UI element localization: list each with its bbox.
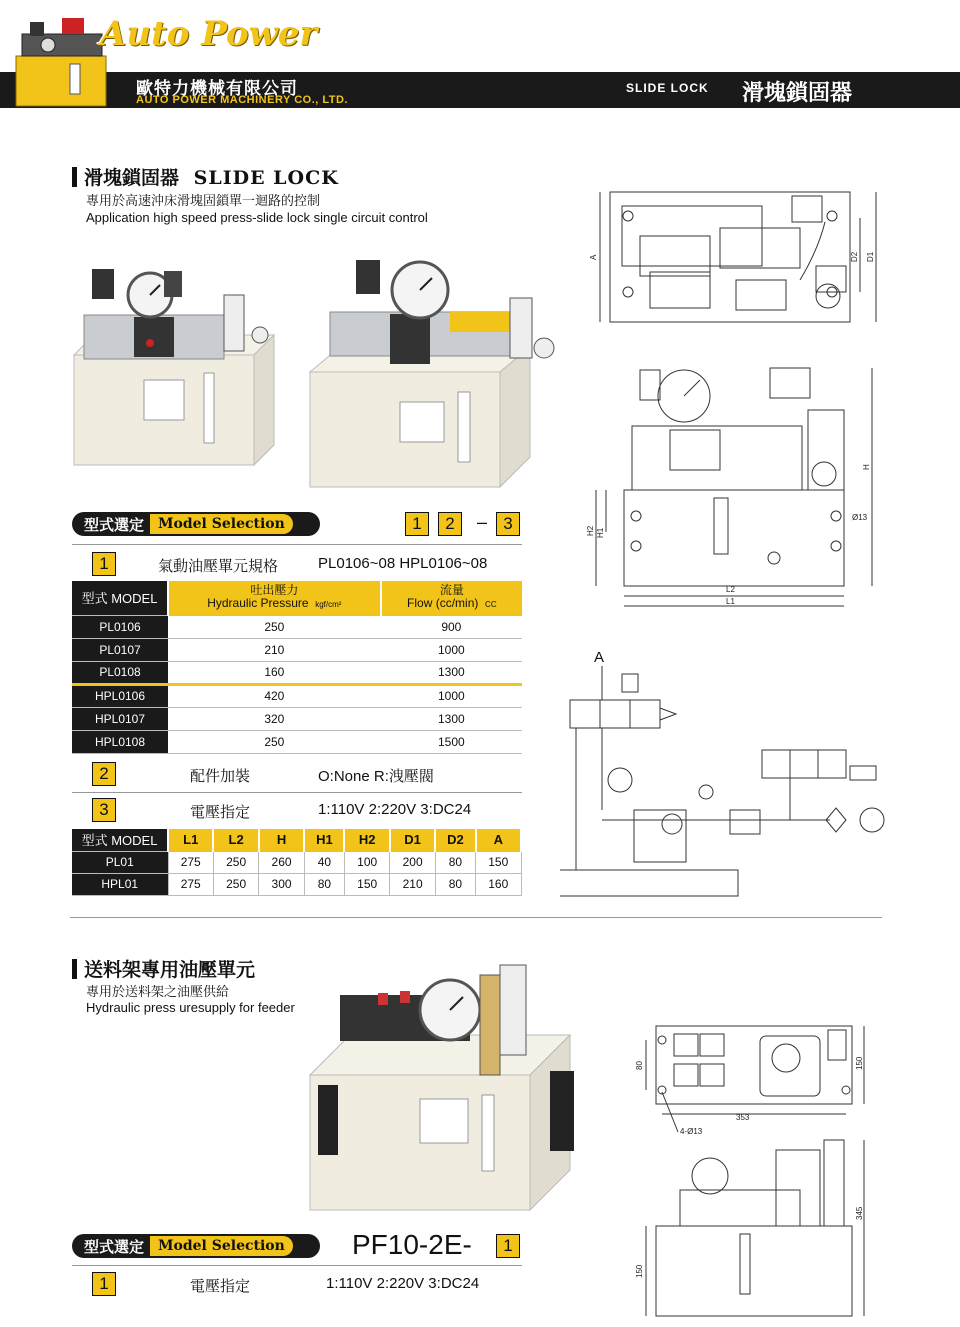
table-row [72, 615, 522, 638]
option-1-label-feeder: 電壓指定 [190, 1278, 251, 1295]
option-1-number: 1 [92, 552, 116, 576]
dim-l2-label: L2 [726, 585, 735, 594]
dim-header-h2: H2 [344, 829, 389, 851]
dim-150-label: 150 [855, 1056, 864, 1070]
dim-cell: 80 [435, 851, 475, 873]
option-1-label: 氣動油壓單元規格 [158, 558, 279, 575]
dim-cell: 80 [435, 873, 475, 895]
dim-header-h1: H1 [304, 829, 344, 851]
model-selection-heading-2 [72, 1234, 320, 1258]
dim-header-d1: D1 [390, 829, 435, 851]
dim-cell: 250 [213, 873, 258, 895]
dim-a-label: A [589, 254, 598, 260]
schematic-port-a-label: A [594, 649, 605, 666]
dim-header-model: 型式 MODEL [72, 829, 168, 851]
dim-holes-label: 4-Ø13 [680, 1127, 703, 1136]
table-row [72, 873, 521, 895]
dim-cell: 80 [304, 873, 344, 895]
divider-line [72, 544, 522, 545]
option-1-number-feeder: 1 [92, 1272, 116, 1296]
table-row [72, 707, 522, 730]
section-marker [72, 167, 77, 187]
model-cell: HPL0107 [72, 707, 168, 730]
dim-header-l2: L2 [213, 829, 258, 851]
dim-cell: 160 [476, 873, 521, 895]
dim-345-label: 345 [855, 1206, 864, 1220]
flow-cell: 1000 [381, 684, 522, 707]
header-product-en: SLIDE LOCK [626, 81, 709, 95]
company-name-cn: 歐特力機械有限公司 [136, 79, 298, 98]
dim-cell: 275 [168, 873, 213, 895]
dim-150b-label: 150 [635, 1264, 644, 1278]
model-cell: PL0108 [72, 661, 168, 684]
pressure-unit: kgf/cm² [315, 600, 342, 610]
table-header-pressure [168, 581, 381, 615]
header-product-cn: 滑塊鎖固器 [742, 80, 853, 106]
code-box-3: 3 [496, 512, 520, 536]
option-1-value-feeder: 1:110V 2:220V 3:DC24 [326, 1275, 480, 1292]
dim-cell: 200 [390, 851, 435, 873]
model-selection-heading [72, 512, 320, 536]
flow-cell: 900 [381, 615, 522, 638]
model-selection-en: Model Selection [150, 1236, 293, 1256]
section-divider [70, 917, 882, 918]
pressure-cell: 250 [168, 615, 381, 638]
dim-d1-label: D1 [866, 251, 875, 262]
dim-cell: 40 [304, 851, 344, 873]
dim-cell: PL01 [72, 851, 168, 873]
dim-header-h: H [259, 829, 304, 851]
dim-cell: 250 [213, 851, 258, 873]
model-cell: PL0107 [72, 638, 168, 661]
model-cell: PL0106 [72, 615, 168, 638]
dim-l1-label: L1 [726, 597, 735, 606]
section1-desc-en: Application high speed press-slide lock single circuit control [86, 210, 428, 225]
section1-desc-cn: 專用於高速沖床滑塊固鎖單一迴路的控制 [86, 193, 321, 208]
flow-header-en: Flow (cc/min) [407, 596, 479, 611]
dim-cell: 150 [344, 873, 389, 895]
section2-desc-cn: 專用於送料架之油壓供給 [86, 984, 230, 999]
table-row [72, 638, 522, 661]
table-header-model: 型式 MODEL [72, 581, 168, 615]
section2-title: 送料架專用油壓單元 [84, 959, 256, 981]
flow-header-cn: 流量 [439, 583, 464, 598]
dim-header-l1: L1 [168, 829, 213, 851]
flow-cell: 1300 [381, 661, 522, 684]
model-cell: HPL0106 [72, 684, 168, 707]
brand-logo: Auto Power [100, 14, 318, 54]
dim-cell: 300 [259, 873, 304, 895]
table-row [72, 851, 521, 873]
option-2-number: 2 [92, 762, 116, 786]
code-dash: – [476, 512, 487, 532]
dim-cell: 150 [476, 851, 521, 873]
table-row [72, 661, 522, 684]
dim-cell: HPL01 [72, 873, 168, 895]
dim-hole-label: Ø13 [852, 513, 868, 522]
product-photo-slide-lock-1 [64, 255, 294, 470]
model-selection-en: Model Selection [150, 514, 293, 534]
dim-h-label: H [862, 464, 871, 470]
table-row [72, 684, 522, 707]
table-header-flow [381, 581, 522, 615]
pressure-header-en: Hydraulic Pressure [207, 596, 309, 611]
company-name-en: AUTO POWER MACHINERY CO., LTD. [136, 94, 348, 106]
model-code-feeder: PF10-2E- [352, 1229, 472, 1260]
section1-title-en: SLIDE LOCK [193, 167, 339, 189]
section-marker [72, 959, 77, 979]
pressure-cell: 250 [168, 730, 381, 753]
pressure-cell: 320 [168, 707, 381, 730]
model-cell: HPL0108 [72, 730, 168, 753]
dim-80-label: 80 [635, 1061, 644, 1070]
flow-cell: 1300 [381, 707, 522, 730]
dim-cell: 275 [168, 851, 213, 873]
dim-cell: 260 [259, 851, 304, 873]
dim-353-label: 353 [736, 1113, 750, 1122]
model-selection-cn: 型式選定 [84, 516, 145, 534]
option-1-value: PL0106~08 HPL0106~08 [318, 555, 488, 572]
code-box-2: 2 [438, 512, 462, 536]
dim-header-a: A [476, 829, 521, 851]
dim-d2-label: D2 [850, 251, 859, 262]
section1-title [84, 163, 339, 190]
option-3-label: 電壓指定 [190, 804, 251, 821]
technical-drawing-feeder-unit [620, 1020, 880, 1320]
flow-cell: 1000 [381, 638, 522, 661]
option-2-value: O:None R:洩壓閥 [318, 768, 434, 785]
option-2-label: 配件加裝 [190, 768, 251, 785]
flow-unit: CC [485, 600, 497, 610]
dimension-table [72, 829, 522, 896]
code-box-feeder: 1 [496, 1234, 520, 1258]
dim-h1-label: H1 [596, 527, 605, 538]
hydraulic-spec-table [72, 581, 522, 754]
dim-header-d2: D2 [435, 829, 475, 851]
code-box-1: 1 [405, 512, 429, 536]
technical-drawing-slide-lock [560, 180, 890, 900]
option-3-value: 1:110V 2:220V 3:DC24 [318, 801, 472, 818]
pressure-cell: 160 [168, 661, 381, 684]
divider-line [72, 792, 522, 793]
product-photo-feeder-unit [300, 955, 590, 1215]
section1-title-cn: 滑塊鎖固器 [84, 167, 180, 189]
flow-cell: 1500 [381, 730, 522, 753]
dim-cell: 100 [344, 851, 389, 873]
product-photo-slide-lock-2 [300, 252, 560, 492]
pressure-cell: 420 [168, 684, 381, 707]
pressure-header-cn: 吐出壓力 [250, 583, 299, 598]
table-row [72, 730, 522, 753]
pressure-cell: 210 [168, 638, 381, 661]
dim-cell: 210 [390, 873, 435, 895]
divider-line [72, 1265, 522, 1266]
section2-desc-en: Hydraulic press uresupply for feeder [86, 1000, 295, 1015]
dim-h2-label: H2 [586, 525, 595, 536]
model-selection-cn: 型式選定 [84, 1238, 145, 1256]
option-3-number: 3 [92, 798, 116, 822]
